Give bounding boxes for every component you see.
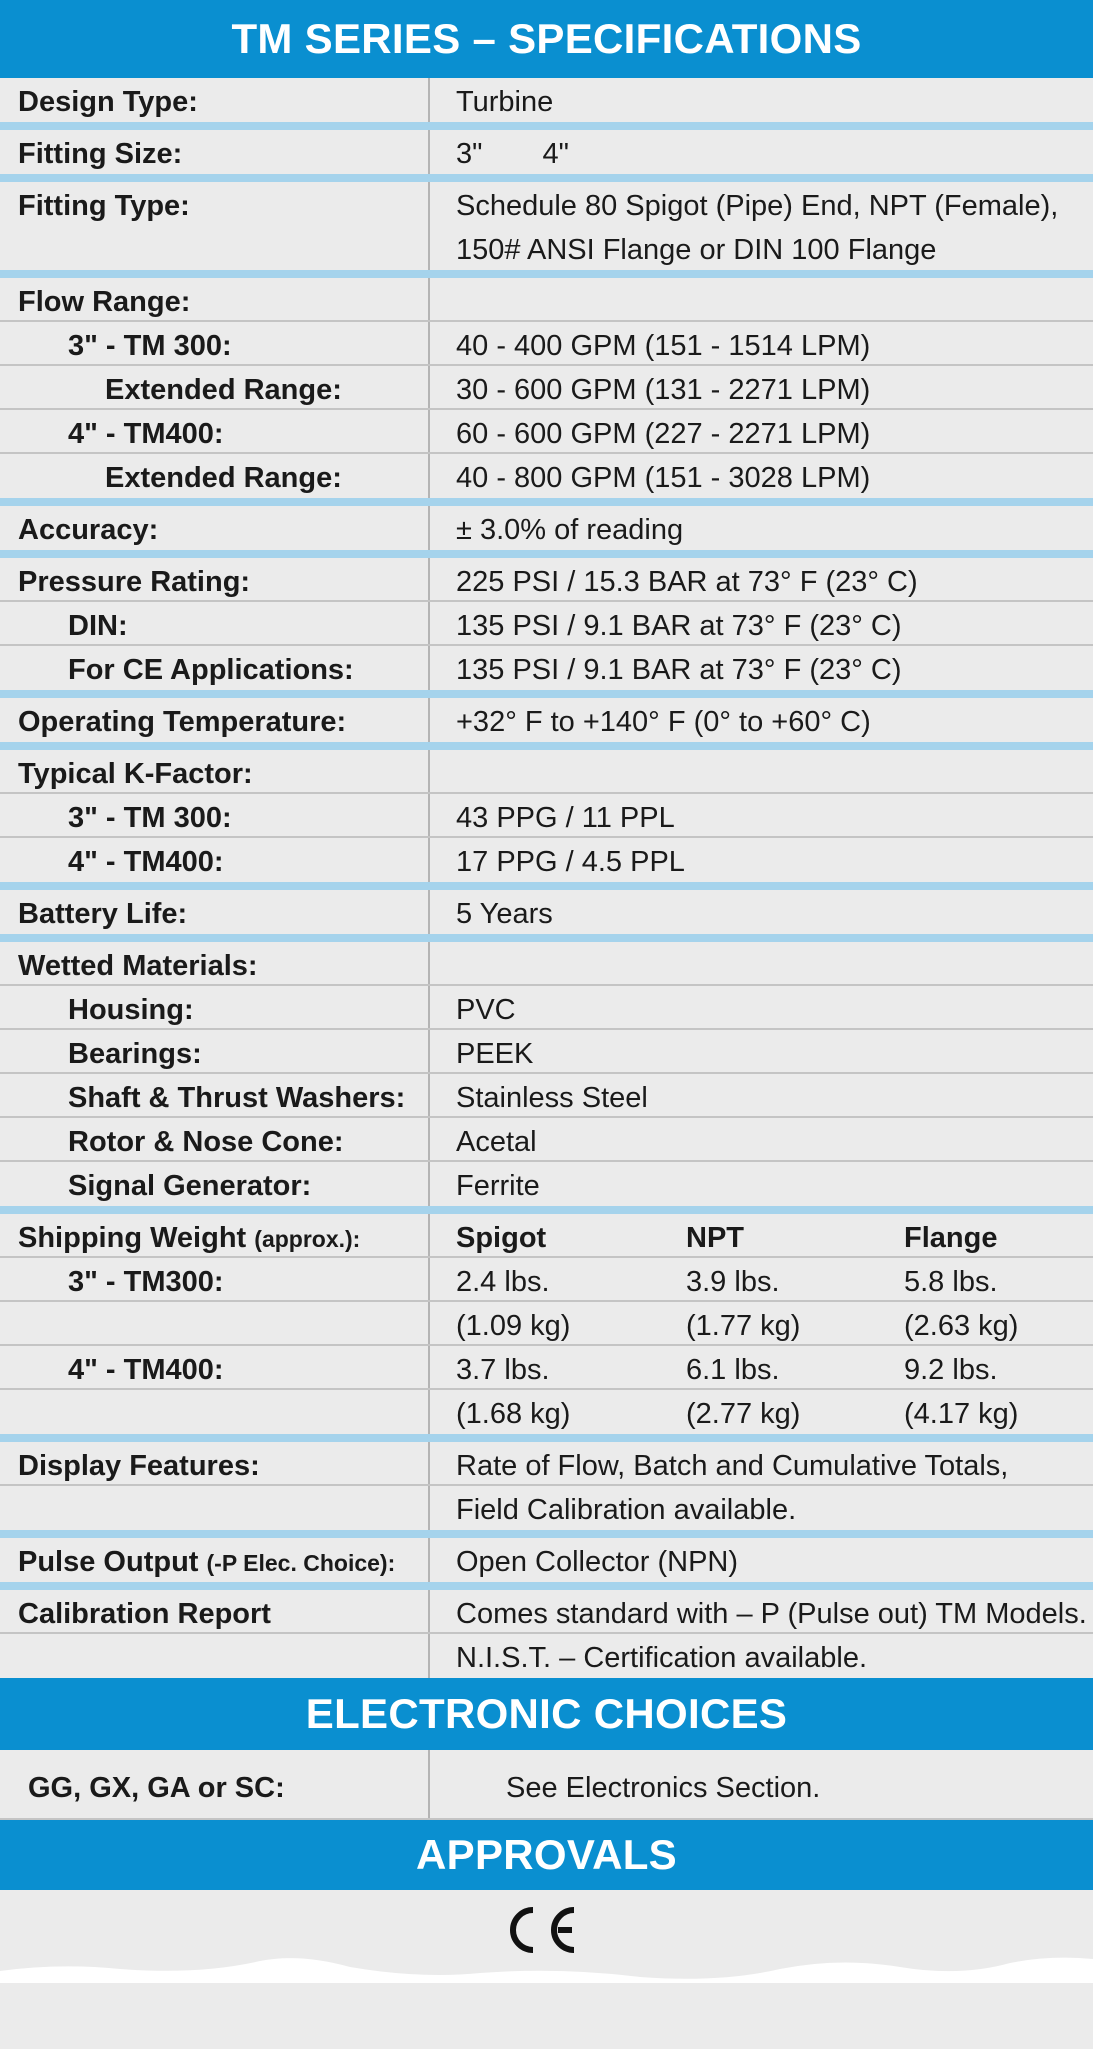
material-signal-label: Signal Generator: [0,1162,430,1206]
table-row [0,1634,1093,1678]
flow-range-tm300-ext-label: Extended Range: [0,366,430,408]
k-factor-label: Typical K-Factor: [0,750,430,792]
table-row [0,698,1093,742]
design-type-label: Design Type: [0,78,430,122]
material-signal-value: Ferrite [456,1170,540,1202]
table-row [0,750,1093,794]
pressure-din-label: DIN: [0,602,430,644]
table-row [0,1346,1093,1390]
table-row [0,1442,1093,1486]
weight-header-flange: Flange [904,1222,998,1254]
weight-cell: (1.09 kg) [456,1310,571,1342]
pulse-label-text: Pulse Output [18,1546,199,1578]
display-line1: Rate of Flow, Batch and Cumulative Totals, [456,1450,1009,1482]
table-row [0,1118,1093,1162]
table-row [0,1074,1093,1118]
display-line2: Field Calibration available. [456,1494,797,1526]
weight-tm400-lbs [430,1346,1093,1388]
weight-header-spigot: Spigot [456,1222,547,1254]
table-row [0,322,1093,366]
table-row [0,1030,1093,1074]
materials-section [0,942,1093,1214]
k-factor-section [0,750,1093,890]
table-row [0,1302,1093,1346]
flow-range-tm300-value: 40 - 400 GPM (151 - 1514 LPM) [456,330,871,362]
table-row [0,1258,1093,1302]
pressure-ce-label: For CE Applications: [0,646,430,690]
weight-tm300-lbs [430,1258,1093,1300]
material-bearings-value: PEEK [456,1038,534,1070]
table-row [0,454,1093,498]
weight-tm400-kg [430,1390,1093,1434]
electronic-choices-title: ELECTRONIC CHOICES [0,1678,1093,1750]
weight-cell: 9.2 lbs. [904,1354,998,1386]
weight-cell: (2.77 kg) [686,1398,801,1430]
accuracy-section [0,506,1093,558]
battery-section [0,890,1093,942]
table-row [0,890,1093,934]
torn-edge [0,1933,1093,1983]
table-row [0,942,1093,986]
pulse-section [0,1538,1093,1590]
fitting-type-line1: Schedule 80 Spigot (Pipe) End, NPT (Female), [456,190,1059,222]
table-row [0,1162,1093,1206]
weight-section [0,1214,1093,1442]
temperature-label: Operating Temperature: [0,698,430,742]
weight-headers [430,1214,1093,1256]
pressure-ce-value: 135 PSI / 9.1 BAR at 73° F (23° C) [456,654,902,686]
table-row [0,1214,1093,1258]
page-title: TM SERIES – SPECIFICATIONS [0,0,1093,78]
weight-tm400-label: 4" - TM400: [0,1346,430,1388]
table-row [0,182,1093,270]
design-type-value: Turbine [456,86,554,118]
table-row [0,1590,1093,1634]
material-bearings-label: Bearings: [0,1030,430,1072]
fitting-size-3in: 3" [456,138,483,170]
pulse-label [0,1538,430,1582]
battery-label: Battery Life: [0,890,430,934]
weight-cell: 3.7 lbs. [456,1354,550,1386]
pulse-value: Open Collector (NPN) [456,1546,739,1578]
fitting-type-section [0,182,1093,278]
weight-tm300-label: 3" - TM300: [0,1258,430,1300]
material-housing-label: Housing: [0,986,430,1028]
table-row [0,794,1093,838]
fitting-type-label: Fitting Type: [0,182,430,270]
display-section [0,1442,1093,1538]
calibration-line2: N.I.S.T. – Certification available. [456,1642,868,1674]
flow-range-tm300-ext-value: 30 - 600 GPM (131 - 2271 LPM) [456,374,871,406]
electronic-choices-value: See Electronics Section. [506,1772,821,1804]
flow-range-tm400-value: 60 - 600 GPM (227 - 2271 LPM) [456,418,871,450]
material-rotor-value: Acetal [456,1126,537,1158]
weight-cell: (1.77 kg) [686,1310,801,1342]
weight-label-text: Shipping Weight [18,1222,247,1254]
table-row [0,986,1093,1030]
table-row [0,366,1093,410]
approvals-title: APPROVALS [0,1820,1093,1890]
material-shaft-value: Stainless Steel [456,1082,648,1114]
table-row [0,506,1093,550]
weight-cell: (1.68 kg) [456,1398,571,1430]
approvals-area [0,1890,1093,1983]
weight-header-npt: NPT [686,1222,744,1254]
battery-value: 5 Years [456,898,553,930]
fitting-size-4in: 4" [542,138,569,170]
weight-cell: (4.17 kg) [904,1398,1019,1430]
pressure-value: 225 PSI / 15.3 BAR at 73° F (23° C) [456,566,918,598]
fitting-size-section [0,130,1093,182]
weight-cell: 3.9 lbs. [686,1266,780,1298]
table-row [0,130,1093,174]
weight-label [0,1214,430,1256]
accuracy-value: ± 3.0% of reading [456,514,684,546]
k-factor-tm400-label: 4" - TM400: [0,838,430,882]
electronic-choices-label: GG, GX, GA or SC: [0,1750,430,1818]
flow-range-tm400-label: 4" - TM400: [0,410,430,452]
design-type-section [0,78,1093,130]
weight-cell: (2.63 kg) [904,1310,1019,1342]
pulse-label-choice: (-P Elec. Choice): [206,1550,396,1576]
k-factor-tm400-value: 17 PPG / 4.5 PPL [456,846,685,878]
weight-tm300-kg [430,1302,1093,1344]
table-row [0,646,1093,690]
fitting-size-label: Fitting Size: [0,130,430,174]
table-row [0,558,1093,602]
display-label: Display Features: [0,1442,430,1484]
k-factor-tm300-label: 3" - TM 300: [0,794,430,836]
material-rotor-label: Rotor & Nose Cone: [0,1118,430,1160]
table-row [0,602,1093,646]
weight-cell: 2.4 lbs. [456,1266,550,1298]
flow-range-label: Flow Range: [0,278,430,320]
weight-cell: 6.1 lbs. [686,1354,780,1386]
calibration-label: Calibration Report [0,1590,430,1632]
table-row [0,78,1093,122]
calibration-section [0,1590,1093,1678]
table-row [0,278,1093,322]
temperature-value: +32° F to +140° F (0° to +60° C) [456,706,871,738]
pressure-label: Pressure Rating: [0,558,430,600]
fitting-type-value [430,182,1093,270]
flow-range-tm400-ext-value: 40 - 800 GPM (151 - 3028 LPM) [456,462,871,494]
table-row [0,838,1093,882]
table-row [0,1538,1093,1582]
material-shaft-label: Shaft & Thrust Washers: [0,1074,430,1116]
accuracy-label: Accuracy: [0,506,430,550]
material-housing-value: PVC [456,994,516,1026]
calibration-line1: Comes standard with – P (Pulse out) TM Models. [456,1598,1087,1630]
pressure-din-value: 135 PSI / 9.1 BAR at 73° F (23° C) [456,610,902,642]
pressure-section [0,558,1093,698]
fitting-size-values [430,130,1093,174]
table-row [0,1390,1093,1434]
flow-range-tm400-ext-label: Extended Range: [0,454,430,498]
weight-label-approx: (approx.): [254,1226,361,1252]
fitting-type-line2: 150# ANSI Flange or DIN 100 Flange [456,234,937,266]
electronic-choices-row [0,1750,1093,1820]
table-row [0,410,1093,454]
flow-range-section [0,278,1093,506]
flow-range-tm300-label: 3" - TM 300: [0,322,430,364]
weight-cell: 5.8 lbs. [904,1266,998,1298]
materials-label: Wetted Materials: [0,942,430,984]
temperature-section [0,698,1093,750]
k-factor-tm300-value: 43 PPG / 11 PPL [456,802,675,834]
table-row [0,1486,1093,1530]
